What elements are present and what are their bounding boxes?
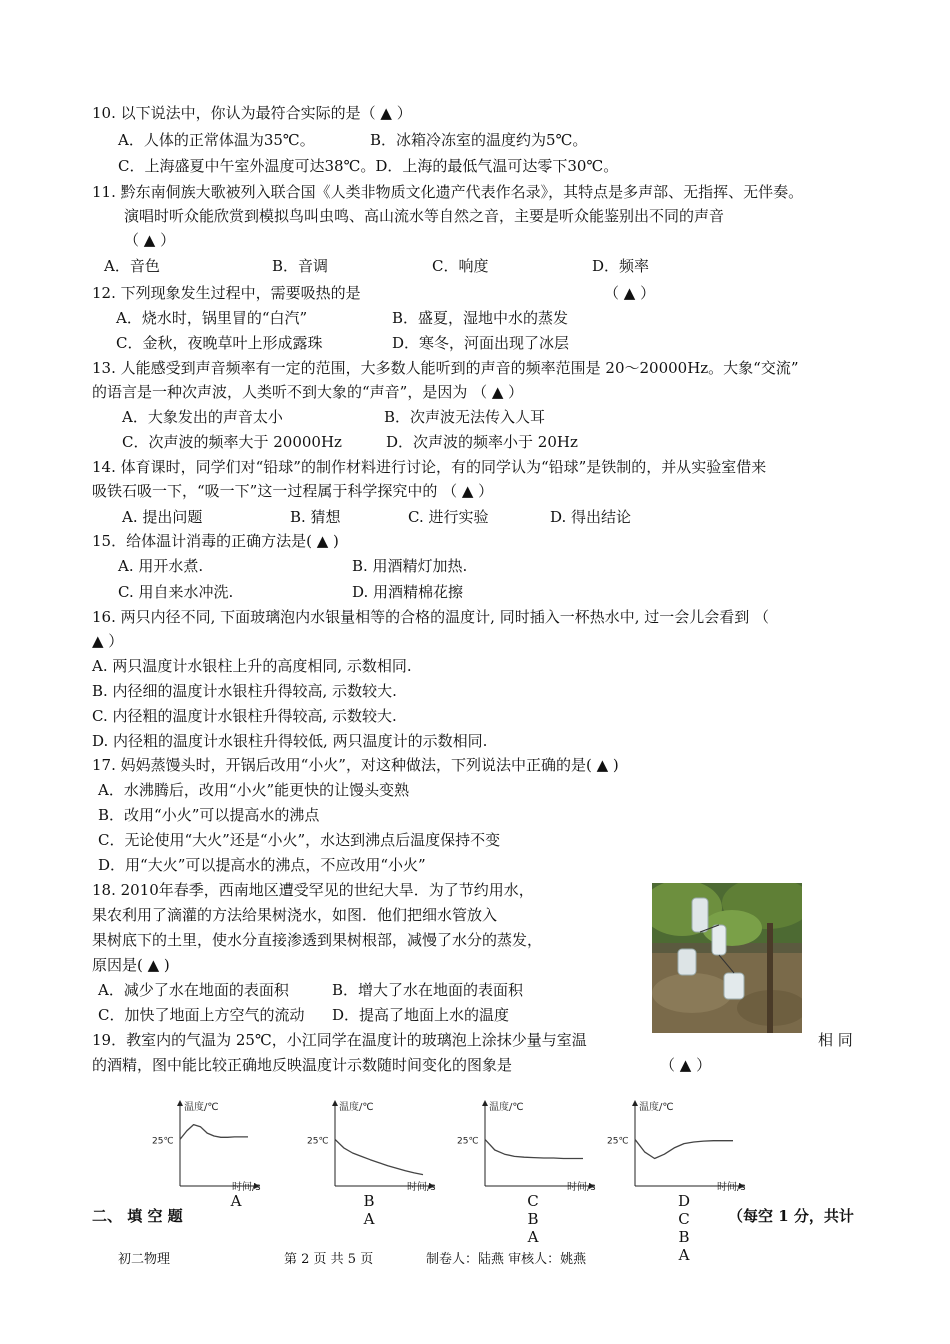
q14-stem-2: 吸铁石吸一下，“吸一下”这一过程属于科学探究中的 （ ▲ ） — [92, 482, 494, 500]
y-axis-label: 温度/℃ — [184, 1102, 219, 1113]
chart-b-label: B A — [363, 1192, 375, 1228]
section-2-note: （每空 1 分，共计 — [728, 1207, 854, 1225]
q11-option-a: A．音色 — [104, 257, 160, 275]
q17-stem: 17. 妈妈蒸馒头时，开锅后改用“小火”，对这种做法，下列说法中正确的是( ▲ ) — [92, 756, 619, 774]
q15-stem: 15．给体温计消毒的正确方法是( ▲ ) — [92, 532, 339, 550]
chart-a-label: A — [230, 1192, 242, 1210]
q18-line-2: 果农利用了滴灌的方法给果树浇水，如图．他们把细水管放入 — [92, 906, 498, 924]
q15-option-b: B. 用酒精灯加热. — [352, 557, 468, 575]
q11-option-b: B．音调 — [272, 257, 329, 275]
q12-stem: 12. 下列现象发生过程中，需要吸热的是 — [92, 284, 361, 302]
q14-option-d: D. 得出结论 — [550, 508, 632, 526]
q17-option-c: C．无论使用“大火”还是“小火”，水达到沸点后温度保持不变 — [98, 831, 501, 849]
q18-line-4: 原因是( ▲ ) — [92, 956, 170, 974]
y-axis-arrow — [332, 1100, 338, 1106]
q14-stem-1: 14. 体育课时，同学们对“铅球”的制作材料进行讨论，有的同学认为“铅球”是铁制的，并从实验室借来 — [92, 458, 767, 476]
chart-d — [605, 1094, 775, 1194]
q18-option-d: D．提高了地面上水的温度 — [332, 1006, 510, 1024]
q18-option-c: C．加快了地面上方空气的流动 — [98, 1006, 305, 1024]
q18-option-a: A．减少了水在地面的表面积 — [98, 981, 289, 999]
q19-line-2: 的酒精，图中能比较正确地反映温度计示数随时间变化的图象是 — [92, 1056, 513, 1074]
q11-option-d: D．频率 — [592, 257, 650, 275]
q19-answer-mark: （ ▲ ） — [660, 1056, 712, 1074]
q16-option-d: D. 内径粗的温度计水银柱升得较低, 两只温度计的示数相同. — [92, 732, 488, 750]
q10-options-cd: C．上海盛夏中午室外温度可达38℃。D．上海的最低气温可达零下30℃。 — [118, 157, 619, 175]
y-tick-25: 25℃ — [457, 1136, 479, 1147]
y-axis-arrow — [632, 1100, 638, 1106]
y-axis-label: 温度/℃ — [639, 1102, 674, 1113]
temperature-curve — [635, 1139, 733, 1158]
q15-option-a: A. 用开水煮. — [118, 557, 204, 575]
q12-answer-mark: （ ▲ ） — [604, 284, 656, 302]
q15-option-d: D. 用酒精棉花擦 — [352, 583, 464, 601]
q11-stem-1: 11. 黔东南侗族大歌被列入联合国《人类非物质文化遗产代表作名录》，其特点是多声部、无指挥、无伴奏。 — [92, 183, 804, 201]
q17-option-b: B．改用“小火”可以提高水的沸点 — [98, 806, 320, 824]
x-axis-label: 时间/s — [407, 1182, 436, 1193]
q12-option-b: B．盛夏，湿地中水的蒸发 — [392, 309, 569, 327]
q12-option-d: D．寒冬，河面出现了冰层 — [392, 334, 570, 352]
y-tick-25: 25℃ — [307, 1136, 329, 1147]
q17-option-a: A．水沸腾后，改用“小火”能更快的让馒头变熟 — [98, 781, 410, 799]
q10-option-b: B．冰箱冷冻室的温度约为5℃。 — [370, 131, 588, 149]
q11-stem-2: 演唱时听众能欣赏到模拟鸟叫虫鸣、高山流水等自然之音，主要是听众能鉴别出不同的声音 — [124, 207, 725, 225]
y-axis-arrow — [482, 1100, 488, 1106]
y-tick-25: 25℃ — [607, 1136, 629, 1147]
q18-option-b: B．增大了水在地面的表面积 — [332, 981, 524, 999]
y-axis-label: 温度/℃ — [339, 1102, 374, 1113]
q14-option-b: B. 猜想 — [290, 508, 341, 526]
q12-option-c: C．金秋，夜晚草叶上形成露珠 — [116, 334, 323, 352]
chart-b — [305, 1094, 465, 1194]
q19-same-text: 相 同 — [818, 1031, 853, 1049]
q11-option-c: C．响度 — [432, 257, 489, 275]
q10-stem: 10. 以下说法中，你认为最符合实际的是（ ▲ ） — [92, 104, 412, 122]
y-axis-label: 温度/℃ — [489, 1102, 524, 1113]
q13-option-a: A．大象发出的声音太小 — [122, 408, 283, 426]
q18-line-3: 果树底下的土里，使水分直接渗透到果树根部，减慢了水分的蒸发， — [92, 931, 543, 949]
temperature-curve — [180, 1125, 248, 1140]
q12-option-a: A．烧水时，锅里冒的“白汽” — [116, 309, 308, 327]
temperature-curve — [485, 1139, 583, 1158]
q14-option-c: C. 进行实验 — [408, 508, 489, 526]
q15-option-c: C. 用自来水冲洗. — [118, 583, 234, 601]
q16-stem: 16. 两只内径不同, 下面玻璃泡内水银量相等的合格的温度计, 同时插入一杯热水中, 过一会儿会看到 （ — [92, 608, 770, 626]
footer-makers: 制卷人：陆燕 审核人：姚燕 — [426, 1252, 587, 1267]
q16-answer-mark: ▲ ） — [92, 632, 124, 650]
q19-line-1: 19．教室内的气温为 25℃，小江同学在温度计的玻璃泡上涂抹少量与室温 — [92, 1031, 587, 1049]
section-2-title: 二、 填 空 题 — [92, 1207, 183, 1225]
chart-d-label: D C B A — [677, 1192, 691, 1264]
x-axis-label: 时间/s — [232, 1182, 261, 1193]
q16-option-b: B. 内径细的温度计水银柱升得较高, 示数较大. — [92, 682, 397, 700]
x-axis-label: 时间/s — [567, 1182, 596, 1193]
q13-option-b: B．次声波无法传入人耳 — [384, 408, 546, 426]
q16-option-a: A. 两只温度计水银柱上升的高度相同, 示数相同. — [92, 657, 412, 675]
q10-option-a: A．人体的正常体温为35℃。 — [118, 131, 315, 149]
chart-c — [455, 1094, 625, 1194]
q13-stem-2: 的语言是一种次声波，人类听不到大象的“声音”，是因为 （ ▲ ） — [92, 383, 524, 401]
q18-line-1: 18. 2010年春季，西南地区遭受罕见的世纪大旱．为了节约用水， — [92, 881, 534, 899]
chart-a — [150, 1094, 290, 1194]
q16-option-c: C. 内径粗的温度计水银柱升得较高, 示数较大. — [92, 707, 397, 725]
q11-answer-mark: （ ▲ ） — [124, 231, 176, 249]
footer-page-number: 第 2 页 共 5 页 — [284, 1252, 374, 1267]
chart-c-label: C B A — [527, 1192, 539, 1246]
q17-option-d: D．用“大火”可以提高水的沸点，不应改用“小火” — [98, 856, 426, 874]
q13-stem-1: 13. 人能感受到声音频率有一定的范围，大多数人能听到的声音的频率范围是 20～20000Hz。大象“交流” — [92, 359, 799, 377]
temperature-curve — [335, 1139, 423, 1174]
x-axis-label: 时间/s — [717, 1182, 746, 1193]
y-tick-25: 25℃ — [152, 1136, 174, 1147]
q13-option-d: D．次声波的频率小于 20Hz — [386, 433, 578, 451]
q13-option-c: C．次声波的频率大于 20000Hz — [122, 433, 342, 451]
drip-irrigation-photo — [652, 883, 802, 1033]
footer-subject: 初二物理 — [118, 1252, 171, 1267]
y-axis-arrow — [177, 1100, 183, 1106]
q14-option-a: A. 提出问题 — [122, 508, 203, 526]
